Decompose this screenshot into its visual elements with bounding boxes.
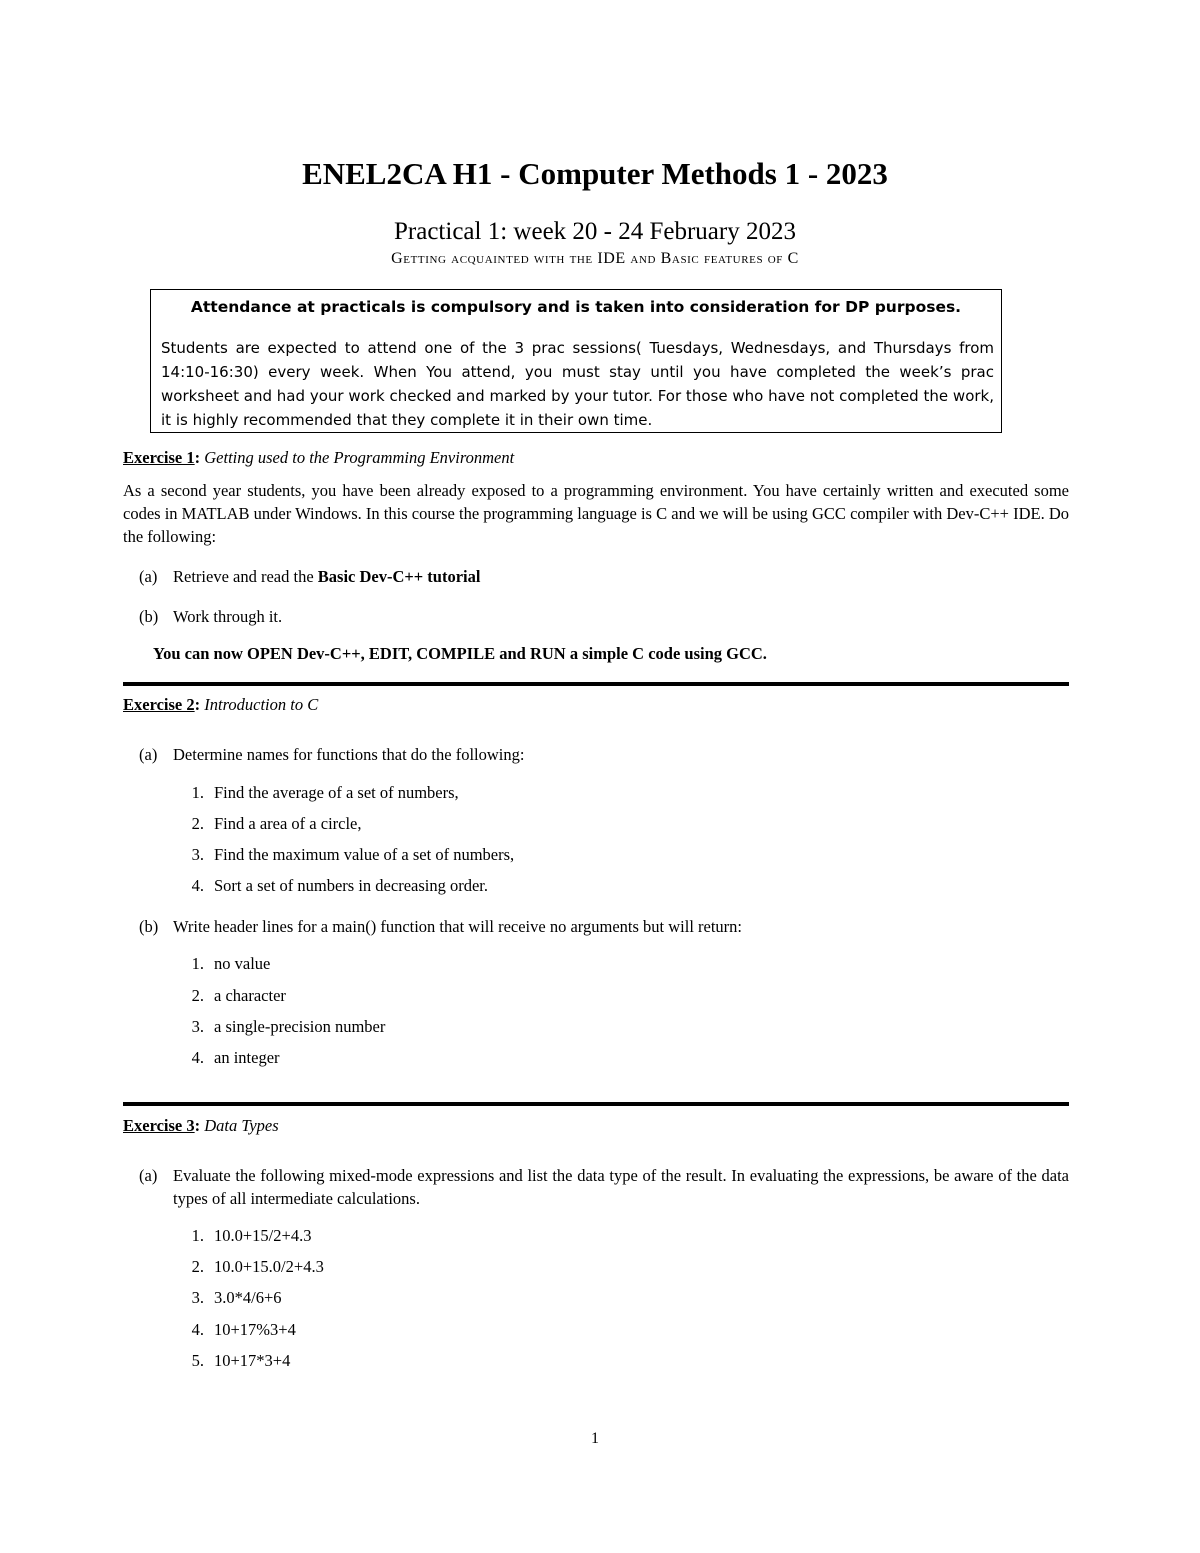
exercise-1-outcome-note: You can now OPEN Dev-C++, EDIT, COMPILE and RUN a simple C code using GCC.	[153, 644, 767, 663]
exercise-1-intro: As a second year students, you have been already exposed to a programming environment. You have certainly written and executed some codes in MATLAB under Windows. In this course the programming language is C and we will be using GCC compiler with Dev-C++ IDE. Do the following:	[123, 481, 1069, 546]
exercise-1-topic: Getting used to the Programming Environment	[204, 448, 515, 467]
tutorial-title: Basic Dev-C++ tutorial	[317, 567, 481, 586]
attendance-notice-box	[150, 289, 1002, 433]
exercise-2-topic: Introduction to C	[204, 695, 319, 714]
exercise-2-label: Exercise 2	[123, 695, 195, 714]
attendance-notice-heading: Attendance at practicals is compulsory and is taken into consideration for DP purposes.	[190, 298, 962, 316]
section-divider	[123, 682, 1069, 686]
exercise-1-label: Exercise 1	[123, 448, 195, 467]
document-page: ENEL2CA H1 - Computer Methods 1 - 2023 Practical 1: week 20 - 24 February 2023 Getting acquainted with the IDE and Basic features of C Attendance at practicals is compulsory and is taken into consideration for DP purposes. Students are expected to attend one of the 3 prac sessions( Tuesdays, Wednesdays, and Thursdays from 14:10-16:30) every week. When You attend, you must stay until you have completed the week’s prac worksheet and had your work checked and marked by your tutor. For those who have not completed the work, it is highly recommended that they complete it in their own time. Exercise 1: Getting used to the Programming Environment As a second year students, you have been already exposed to a programming environment. You have certainly written and executed some codes in MATLAB under Windows. In this course the programming language is C and we will be using GCC compiler with Dev-C++ IDE. Do the following: (a) Retrieve and read the Basic Dev-C++ tutorial (b) Work through it. You can now OPEN Dev-C++, EDIT, COMPILE and RUN a simple C code using GCC. Exercise 2: Introduction to C (a) Determine names for functions that do the following: 1. Find the average of a set of numbers, 2. Find a area of a circle, 3. Find the maximum value of a set of numbers, 4. Sort a set of numbers in decreasing order. (b) Write header lines for a main() function that will receive no arguments but will return: 1. no value 2. a character 3. a single-precision number 4. an integer Exercise 3: Data Types (a) Evaluate the following mixed-mode expressions and list the data type of the result. In evaluating the expressions, be aware of the data types of all intermediate calculations. 1. 10.0+15/2+4.3 2. 10.0+15.0/2+4.3 3. 3.0*4/6+6 4. 10+17%3+4 5. 10+17*3+4 1	[0, 0, 1200, 1553]
attendance-notice-body: Students are expected to attend one of the 3 prac sessions( Tuesdays, Wednesdays, and Thursdays from 14:10-16:30) every week. When You attend, you must stay until you have completed the week’s prac worksheet and had your work checked and marked by your tutor. For those who have not completed the work, it is highly recommended that they complete it in their own time.	[161, 339, 994, 429]
exercise-2-heading: Exercise 2: Introduction to C	[123, 695, 319, 714]
page-number: 1	[591, 1430, 599, 1447]
exercise-3-label: Exercise 3	[123, 1116, 195, 1135]
section-divider	[123, 1102, 1069, 1106]
exercise-3-heading: Exercise 3: Data Types	[123, 1116, 279, 1135]
exercise-3-topic: Data Types	[204, 1116, 279, 1135]
practical-subtitle: Practical 1: week 20 - 24 February 2023	[394, 218, 796, 245]
document-title: ENEL2CA H1 - Computer Methods 1 - 2023	[302, 156, 888, 191]
exercise-1-heading: Exercise 1: Getting used to the Programming Environment	[123, 448, 515, 467]
section-caption: Getting acquainted with the IDE and Basic features of C	[391, 250, 799, 267]
